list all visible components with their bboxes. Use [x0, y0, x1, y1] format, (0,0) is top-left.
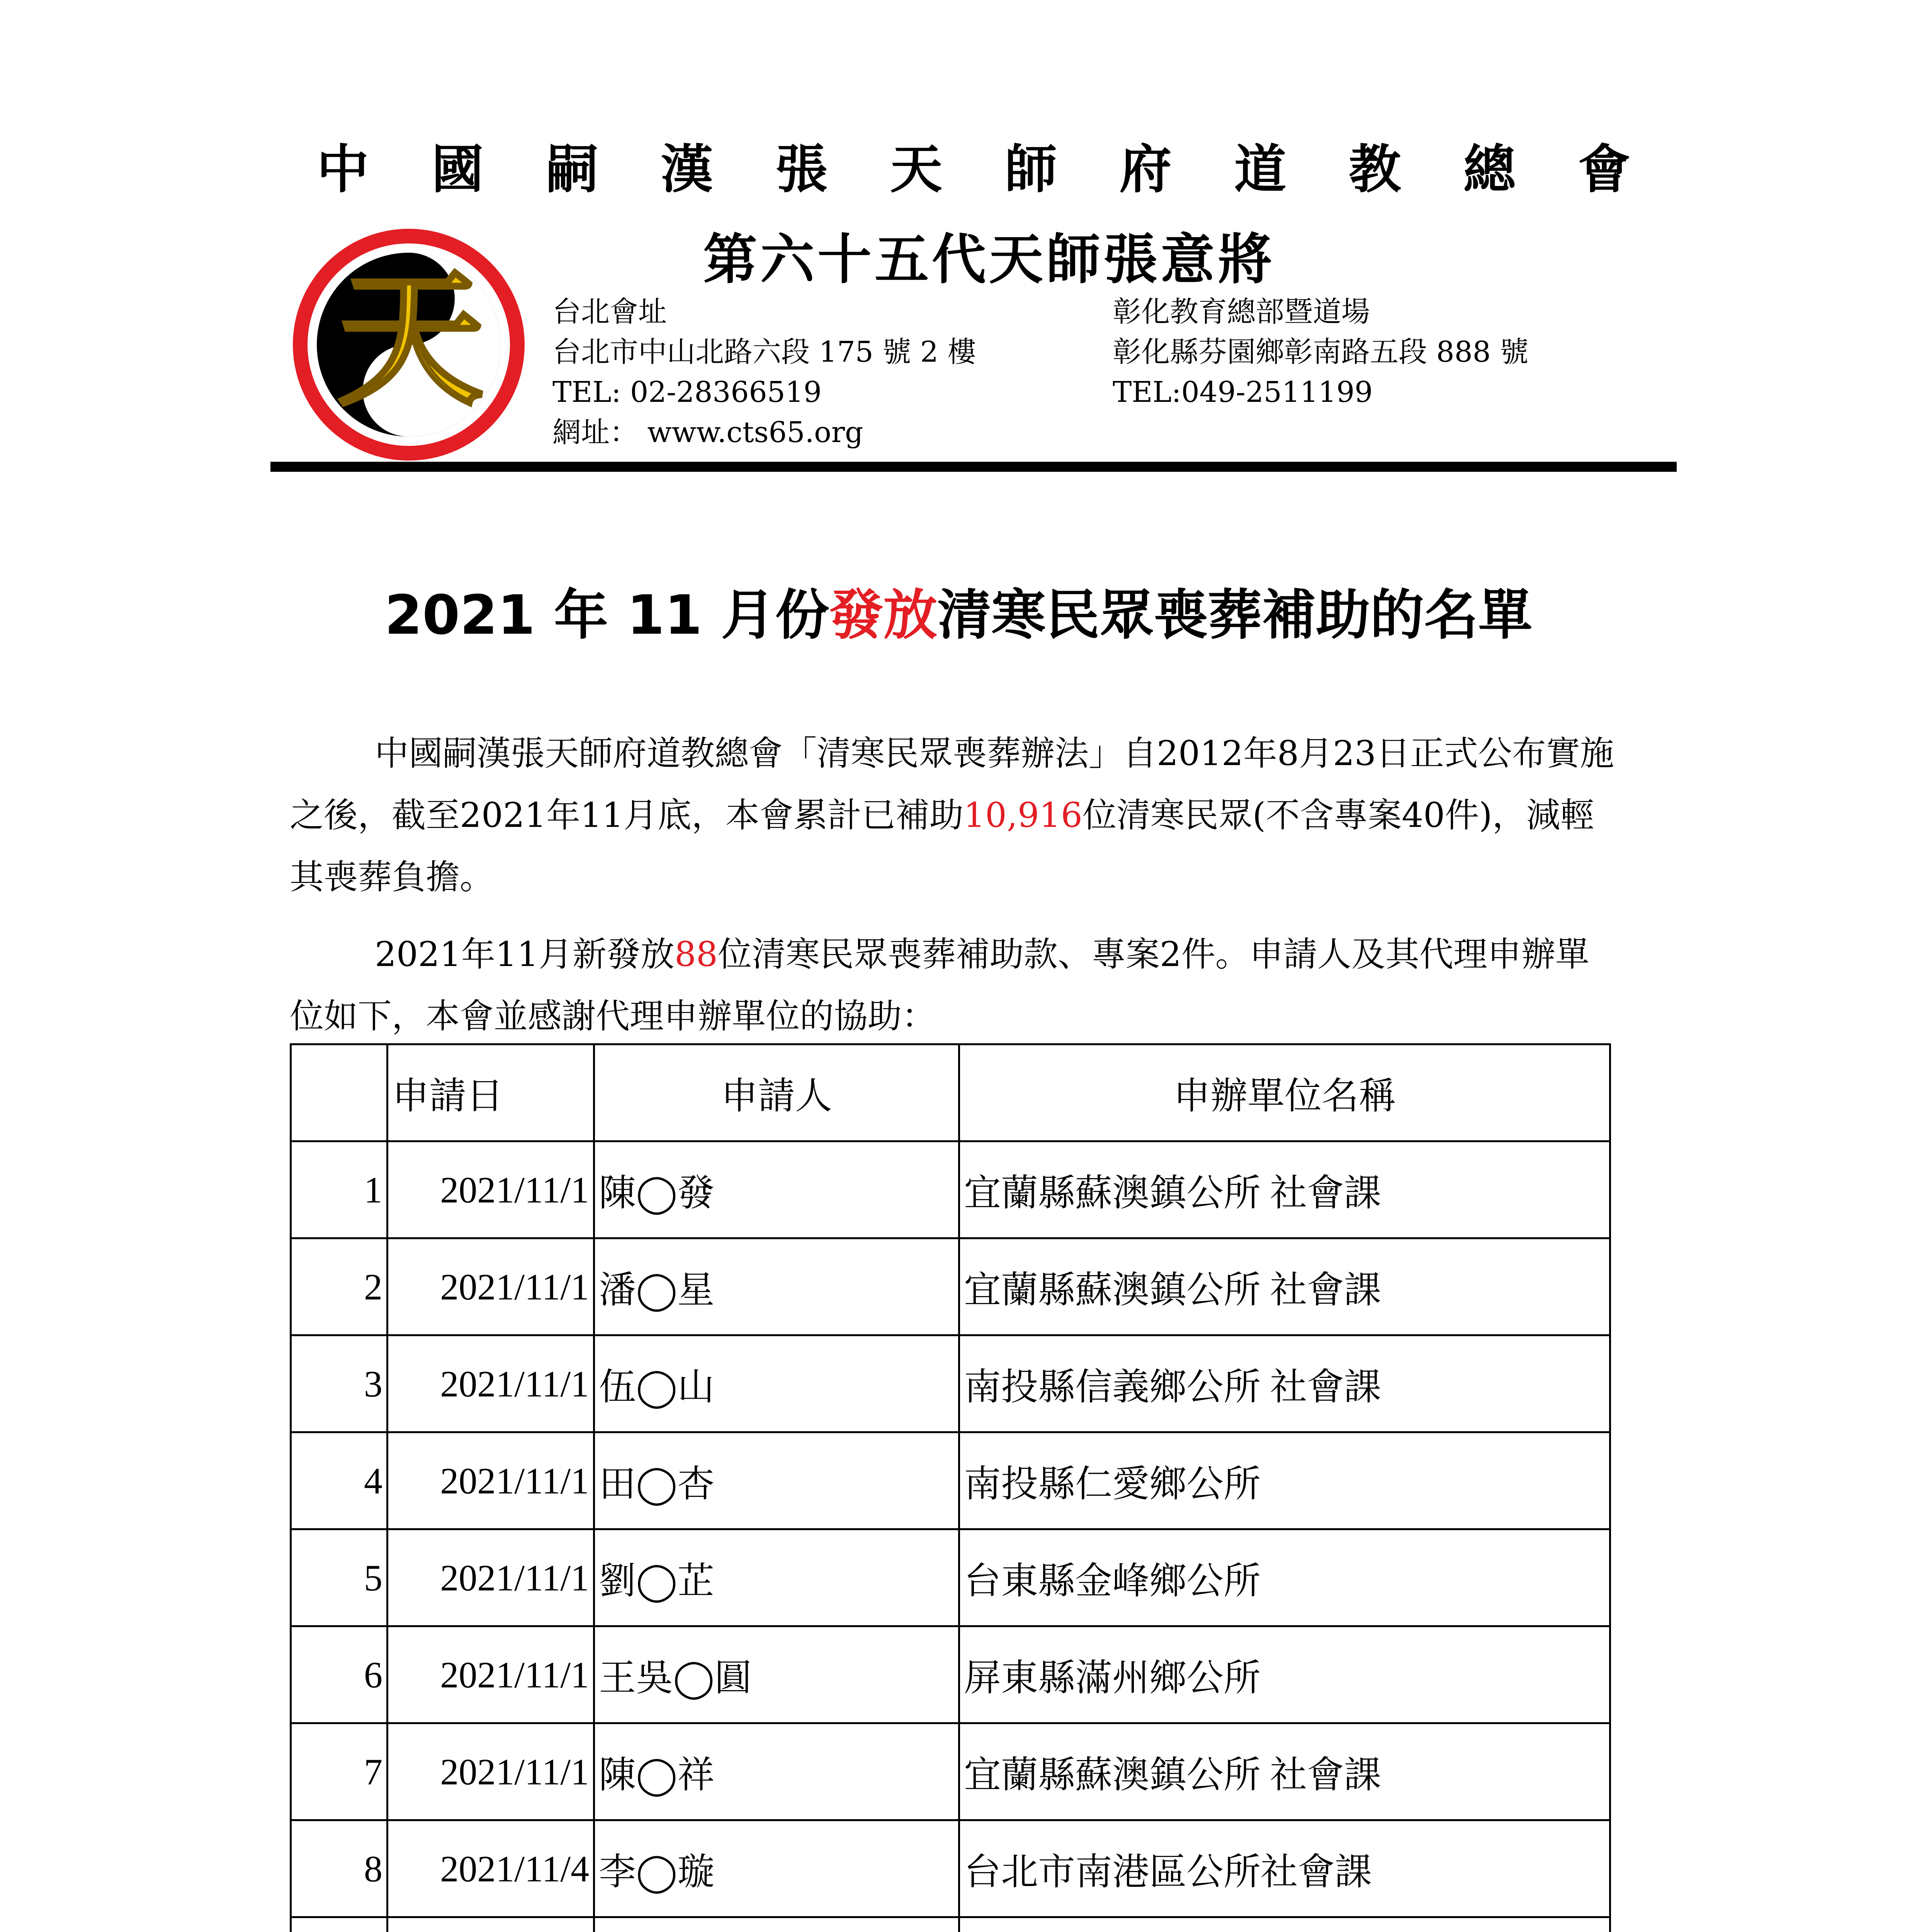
monthly-text-rest: 位清寒民眾喪葬補助款、專案2件。申請人及其代理申辦單位如下，本會並感謝代理申辦單位的協助： — [290, 934, 1589, 1036]
table-row — [291, 1917, 1610, 1932]
agency-name: 宜蘭縣蘇澳鎮公所 社會課 — [959, 1141, 1610, 1238]
changhua-tel: TEL:049-2511199 — [1113, 376, 1373, 409]
applicant-name: 陳◯發 — [594, 1141, 959, 1238]
table-row — [291, 1820, 1610, 1917]
row-number: 2 — [291, 1238, 387, 1335]
applicant-name: 潘◯星 — [594, 1238, 959, 1335]
agency-name — [959, 1917, 1610, 1932]
agency-name: 南投縣信義鄉公所 社會課 — [959, 1335, 1610, 1432]
org-name-char: 教 — [1349, 138, 1401, 200]
org-name-char: 總 — [1463, 138, 1516, 200]
header-agency: 申辦單位名稱 — [959, 1044, 1610, 1141]
application-date: 2021/11/1 — [387, 1529, 594, 1626]
header-divider — [270, 462, 1677, 472]
header-number — [291, 1044, 387, 1141]
table-row — [291, 1141, 1610, 1238]
document-title — [0, 572, 1917, 650]
application-date: 2021/11/1 — [387, 1335, 594, 1432]
application-date: 2021/11/1 — [387, 1141, 594, 1238]
website: 網址： www.cts65.org — [552, 416, 863, 449]
applicant-name: 田◯杏 — [594, 1432, 959, 1529]
logo-character: 天 — [337, 253, 484, 426]
header-date: 申請日 — [387, 1044, 594, 1141]
applicant-name: 王吳◯圓 — [594, 1626, 959, 1723]
org-name-char: 師 — [1004, 138, 1057, 200]
title-text-rest: 清寒民眾喪葬補助的名單 — [937, 584, 1533, 647]
row-number: 6 — [291, 1626, 387, 1723]
table-header-row — [291, 1044, 1610, 1141]
org-name-char: 張 — [775, 138, 828, 200]
monthly-paragraph — [290, 923, 1623, 1047]
recipient-table — [290, 1043, 1611, 1932]
row-number: 8 — [291, 1820, 387, 1917]
taipei-address: 台北市中山北路六段 175 號 2 樓 — [552, 335, 976, 369]
intro-paragraph — [290, 723, 1623, 908]
application-date: 2021/11/1 — [387, 1238, 594, 1335]
org-name-char: 道 — [1234, 138, 1286, 200]
org-name-char: 國 — [431, 138, 484, 200]
table-row — [291, 1432, 1610, 1529]
table-row — [291, 1335, 1610, 1432]
changhua-address-block — [1113, 292, 1528, 412]
header-applicant: 申請人 — [594, 1044, 959, 1141]
table-row — [291, 1626, 1610, 1723]
agency-name: 台東縣金峰鄉公所 — [959, 1529, 1610, 1626]
intro-text: 中國嗣漢張天師府道教總會「清寒民眾喪葬辦法」自2012年8月23日正式公布實施之後，截至2021年11月底，本會累計已補助 — [290, 733, 1614, 835]
changhua-address: 彰化縣芬園鄉彰南路五段 888 號 — [1113, 335, 1529, 369]
org-name-char: 嗣 — [546, 138, 598, 200]
title-text: 2021 年 11 月份 — [384, 584, 829, 647]
row-number — [291, 1917, 387, 1932]
taoist-logo-icon — [289, 225, 529, 464]
row-number: 7 — [291, 1723, 387, 1820]
org-name-char: 天 — [890, 138, 943, 200]
taipei-label: 台北會址 — [552, 295, 667, 328]
row-number: 1 — [291, 1141, 387, 1238]
applicant-name: 李◯璇 — [594, 1820, 959, 1917]
row-number: 5 — [291, 1529, 387, 1626]
org-name-char: 漢 — [661, 138, 713, 200]
application-date: 2021/11/1 — [387, 1432, 594, 1529]
organization-name — [317, 128, 1630, 202]
org-name-char: 府 — [1119, 138, 1172, 200]
application-date: 2021/11/1 — [387, 1626, 594, 1723]
row-number: 3 — [291, 1335, 387, 1432]
agency-name: 台北市南港區公所社會課 — [959, 1820, 1610, 1917]
monthly-text: 2021年11月新發放 — [375, 934, 675, 974]
applicant-name: 陳◯祥 — [594, 1723, 959, 1820]
row-number: 4 — [291, 1432, 387, 1529]
monthly-count: 88 — [674, 934, 718, 974]
agency-name: 宜蘭縣蘇澳鎮公所 社會課 — [959, 1723, 1610, 1820]
table-row — [291, 1529, 1610, 1626]
celestial-master-name: 第六十五代天師張意將 — [703, 228, 1275, 291]
org-name-char: 會 — [1578, 138, 1630, 200]
intro-text-rest: 位清寒民眾(不含專案40件)，減輕其喪葬負擔。 — [290, 795, 1594, 897]
applicant-name: 劉◯芷 — [594, 1529, 959, 1626]
application-date: 2021/11/4 — [387, 1820, 594, 1917]
total-count: 10,916 — [963, 795, 1083, 835]
taipei-address-block — [552, 292, 976, 452]
agency-name: 宜蘭縣蘇澳鎮公所 社會課 — [959, 1238, 1610, 1335]
application-date — [387, 1917, 594, 1932]
taipei-tel: TEL: 02-28366519 — [552, 376, 822, 409]
org-name-char: 中 — [317, 138, 369, 200]
application-date: 2021/11/1 — [387, 1723, 594, 1820]
applicant-name — [594, 1917, 959, 1932]
changhua-label: 彰化教育總部暨道場 — [1113, 295, 1370, 328]
table-row — [291, 1238, 1610, 1335]
title-highlight: 發放 — [829, 584, 938, 647]
applicant-name: 伍◯山 — [594, 1335, 959, 1432]
agency-name: 屏東縣滿州鄉公所 — [959, 1626, 1610, 1723]
table-row — [291, 1723, 1610, 1820]
agency-name: 南投縣仁愛鄉公所 — [959, 1432, 1610, 1529]
